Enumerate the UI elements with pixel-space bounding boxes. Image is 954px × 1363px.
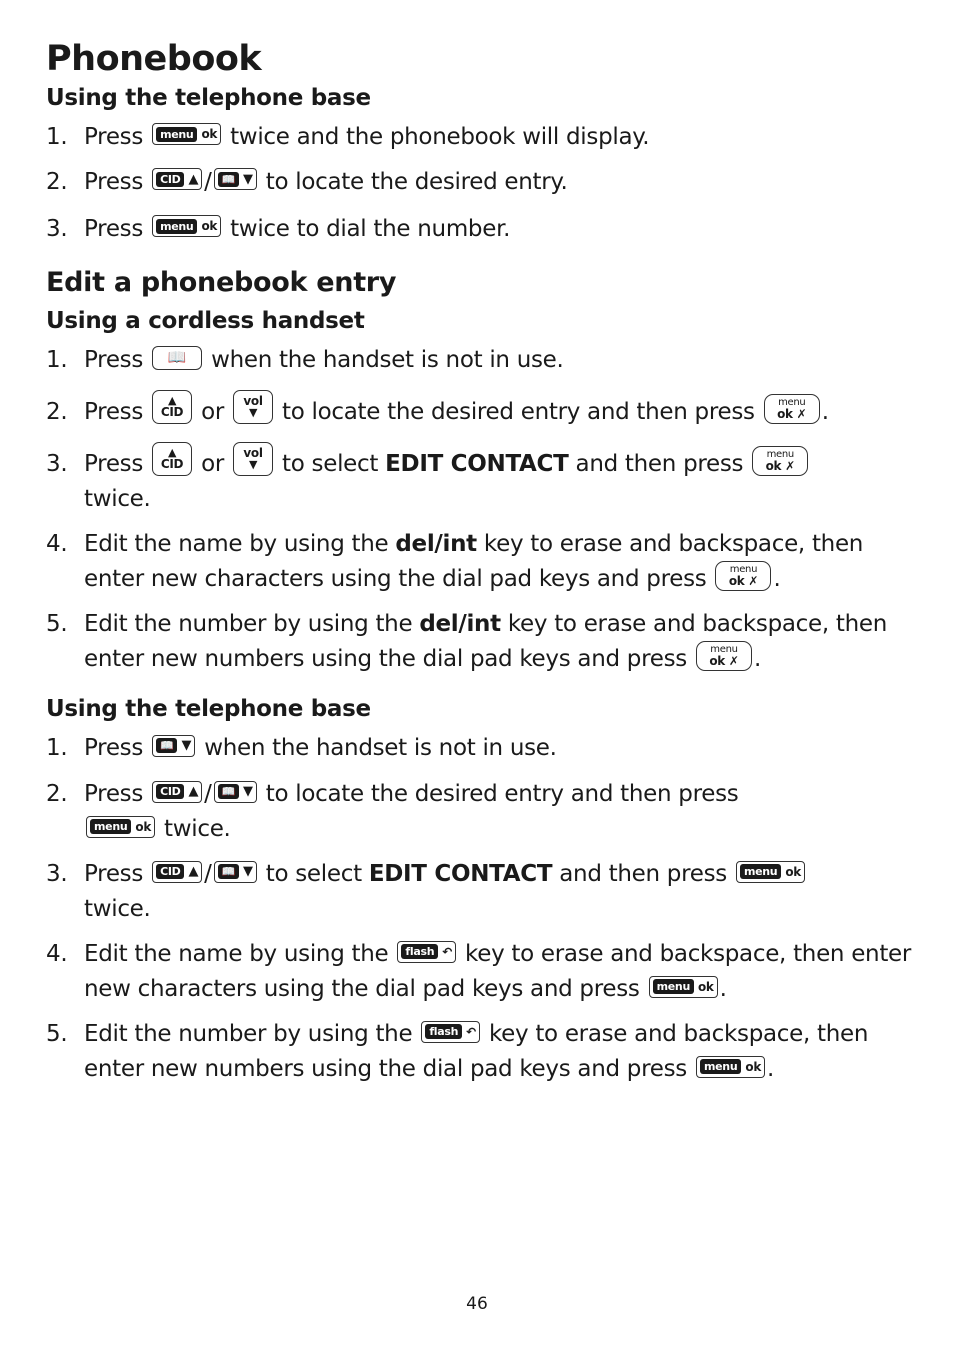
flash-key: flash ↶: [397, 941, 456, 963]
list-item: 3. Press ▲ CID or vol ▼ to select EDIT CONTACT and then press menu ok ✗ twice.: [46, 447, 916, 517]
menu-ok-mute-key: menu ok ✗: [696, 641, 752, 671]
down-triangle-icon: ▼: [248, 458, 258, 472]
base-steps: [46, 731, 916, 1087]
menu-ok-key: menu ok: [649, 976, 718, 998]
handset-steps: [46, 343, 916, 677]
down-triangle-icon: ▼: [243, 864, 253, 880]
section1-steps: [46, 120, 916, 247]
menu-ok-mute-key: menu ok ✗: [764, 394, 820, 424]
phonebook-icon: 📖: [156, 738, 177, 753]
up-triangle-icon: ▲: [167, 394, 177, 408]
phonebook-icon: 📖: [218, 172, 239, 187]
up-triangle-icon: ▲: [167, 446, 177, 460]
up-triangle-icon: ▲: [188, 171, 199, 187]
menu-ok-key: menu ok: [86, 816, 155, 838]
handset-subtitle: Using a cordless handset: [46, 308, 365, 335]
list-item: 2. Press ▲ CID or vol ▼ to locate the desired entry and then press menu ok ✗ .: [46, 395, 916, 430]
page-number: 46: [466, 1294, 488, 1314]
menu-ok-mute-key: menu ok ✗: [752, 446, 808, 476]
vol-down-key: vol ▼: [233, 442, 273, 476]
mute-icon: ✗: [748, 573, 759, 588]
base-subtitle: Using the telephone base: [46, 696, 371, 723]
list-item: 4. Edit the name by using the flash ↶ key to erase and backspace, then enter new characters using the dial pad keys and press menu ok .: [46, 941, 912, 1003]
list-item: 5. Edit the number by using the flash ↶ key to erase and backspace, then enter new numbers using the dial pad keys and press menu ok .: [46, 1021, 869, 1083]
mute-icon: ✗: [785, 458, 795, 473]
list-item: 2. Press CID ▲ / 📖 ▼ to locate the desired entry and then press menu ok twice.: [46, 781, 739, 843]
mute-icon: ✗: [728, 653, 739, 668]
mute-icon: ✗: [796, 406, 807, 421]
page-title: Phonebook: [46, 39, 262, 79]
up-cid-key: ▲ CID: [152, 442, 192, 476]
menu-ok-key: menu ok: [152, 215, 221, 237]
section2-heading: Edit a phonebook entry: [46, 266, 397, 298]
list-item: 1. Press 📖 when the handset is not in use.: [46, 347, 564, 374]
up-cid-key: ▲ CID: [152, 390, 192, 424]
up-triangle-icon: ▲: [188, 784, 199, 800]
phonebook-icon: 📖: [218, 864, 239, 879]
menu-ok-key: menu ok: [696, 1056, 765, 1078]
list-item: 2. Press CID ▲ / 📖 ▼ to locate the desired entry.: [46, 168, 568, 195]
cid-up-key: CID ▲: [152, 168, 202, 190]
list-item: 1. Press menu ok twice and the phonebook will display.: [46, 123, 650, 150]
list-item: 1. Press 📖 ▼ when the handset is not in use.: [46, 735, 557, 762]
list-item: 5. Edit the number by using the del/int key to erase and backspace, then enter new numbers using the dial pad keys and press menu ok ✗ .: [46, 611, 888, 673]
down-triangle-icon: ▼: [248, 406, 258, 420]
list-item: 4. Edit the name by using the del/int key to erase and backspace, then enter new characters using the dial pad keys and press menu ok ✗ .: [46, 531, 864, 593]
page-content: [46, 38, 916, 1087]
phonebook-down-key: [214, 781, 257, 803]
cid-up-key: CID ▲: [152, 781, 202, 803]
vol-down-key: vol ▼: [233, 390, 273, 424]
phonebook-icon: 📖: [218, 784, 239, 799]
cid-up-key: CID ▲: [152, 861, 202, 883]
back-arrow-icon: ↶: [466, 1024, 476, 1039]
phonebook-down-key: [214, 861, 257, 883]
back-arrow-icon: ↶: [442, 944, 452, 959]
list-item: 3. Press menu ok twice to dial the number.: [46, 215, 511, 242]
down-triangle-icon: ▼: [181, 738, 192, 754]
phonebook-down-key: [152, 735, 195, 757]
phonebook-down-key: [214, 168, 257, 190]
down-triangle-icon: ▼: [243, 784, 253, 800]
up-triangle-icon: ▲: [188, 864, 199, 880]
down-triangle-icon: ▼: [243, 171, 253, 187]
menu-ok-key: menu ok: [736, 861, 805, 883]
section1-subtitle: Using the telephone base: [46, 85, 371, 111]
flash-key: flash ↶: [421, 1021, 480, 1043]
list-item: 3. Press CID ▲ / 📖 ▼ to select EDIT CONTACT and then press menu ok twice.: [46, 857, 916, 927]
phonebook-icon: 📖: [152, 346, 202, 370]
menu-ok-mute-key: menu ok ✗: [715, 561, 771, 591]
menu-ok-key: menu ok: [152, 123, 221, 145]
